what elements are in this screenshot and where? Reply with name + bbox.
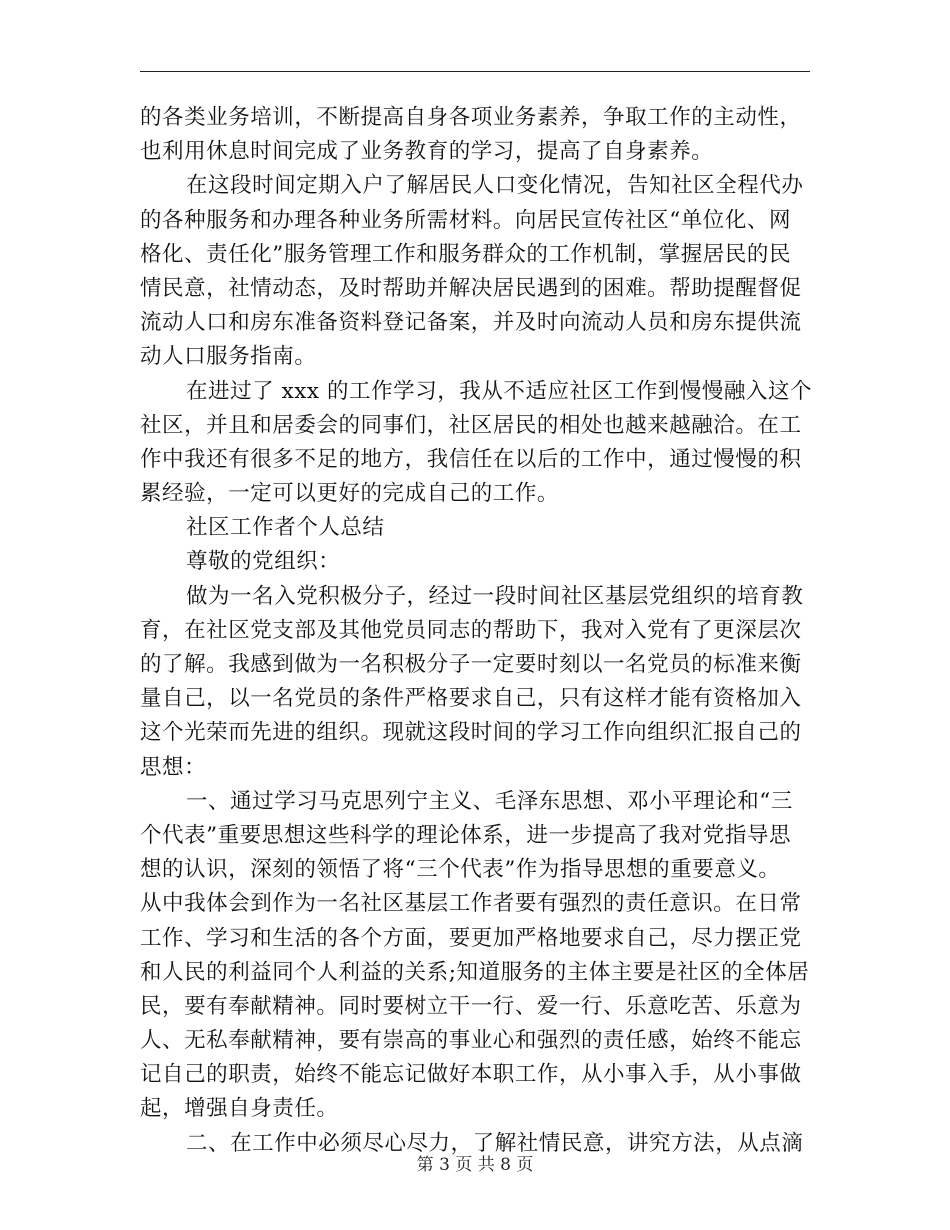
text-line: 个代表”重要思想这些科学的理论体系，进一步提高了我对党指导思 <box>140 822 791 848</box>
text-line: 流动人口和房东准备资料登记备案，并及时向流动人员和房东提供流 <box>140 310 802 336</box>
document-body <box>140 101 816 1161</box>
text-line: 在这段时间定期入户了解居民人口变化情况，告知社区全程代办 <box>186 173 804 199</box>
text-line: 育，在社区党支部及其他党员同志的帮助下，我对入党有了更深层次 <box>140 617 802 643</box>
header-rule <box>140 71 810 72</box>
text-line: 工作、学习和生活的各个方面，要更加严格地要求自己，尽力摆正党 <box>140 925 802 951</box>
text-line: 格化、责任化”服务管理工作和服务群众的工作机制，掌握居民的民 <box>140 241 791 267</box>
text-line: 从中我体会到作为一名社区基层工作者要有强烈的责任意识。在日常 <box>140 891 802 917</box>
text-line: 的了解。我感到做为一名积极分子一定要时刻以一名党员的标准来衡 <box>140 652 802 677</box>
text-line: 的各类业务培训，不断提高自身各项业务素养，争取工作的主动性， <box>140 105 802 130</box>
text-line: 起，增强自身责任。 <box>140 1096 339 1122</box>
text-line: 二、在工作中必须尽心尽力，了解社情民意，讲究方法，从点滴 <box>186 1130 804 1156</box>
text-line: 和人民的利益同个人利益的关系;知道服务的主体主要是社区的全体居 <box>140 959 810 985</box>
text-line: 思想： <box>140 754 207 780</box>
text-line: 情民意，社情动态，及时帮助并解决居民遇到的困难。帮助提醒督促 <box>140 275 802 301</box>
text-line: 做为一名入党积极分子，经过一段时间社区基层党组织的培育教 <box>186 583 804 609</box>
text-line: 社区，并且和居委会的同事们，社区居民的相处也越来越融洽。在工 <box>140 412 802 438</box>
text-line: 动人口服务指南。 <box>140 344 317 370</box>
text-line: 民，要有奉献精神。同时要树立干一行、爱一行、乐意吃苦、乐意为 <box>140 993 802 1019</box>
text-line: 社区工作者个人总结 <box>186 515 385 541</box>
text-line: 记自己的职责，始终不能忘记做好本职工作，从小事入手，从小事做 <box>140 1062 802 1088</box>
text-line: 累经验，一定可以更好的完成自己的工作。 <box>140 481 559 507</box>
text-line: 作中我还有很多不足的地方，我信任在以后的工作中，通过慢慢的积 <box>140 446 802 472</box>
text-line: 这个光荣而先进的组织。现就这段时间的学习工作向组织汇报自己的 <box>140 720 802 746</box>
text-line: 人、无私奉献精神，要有崇高的事业心和强烈的责任感，始终不能忘 <box>140 1028 802 1054</box>
text-line: 也利用休息时间完成了业务教育的学习，提高了自身素养。 <box>140 139 714 165</box>
text-line: 在进过了 xxx 的工作学习，我从不适应社区工作到慢慢融入这个 <box>186 378 813 404</box>
text-line: 的各种服务和办理各种业务所需材料。向居民宣传社区“单位化、网 <box>140 207 791 233</box>
text-line: 尊敬的党组织： <box>186 549 341 575</box>
text-line: 一、通过学习马克思列宁主义、毛泽东思想、邓小平理论和“三 <box>186 788 793 814</box>
text-line: 量自己，以一名党员的条件严格要求自己，只有这样才能有资格加入 <box>140 686 802 712</box>
page-number: 第 3 页 共 8 页 <box>416 1155 534 1175</box>
text-line: 想的认识，深刻的领悟了将“三个代表”作为指导思想的重要意义。 <box>140 857 781 883</box>
